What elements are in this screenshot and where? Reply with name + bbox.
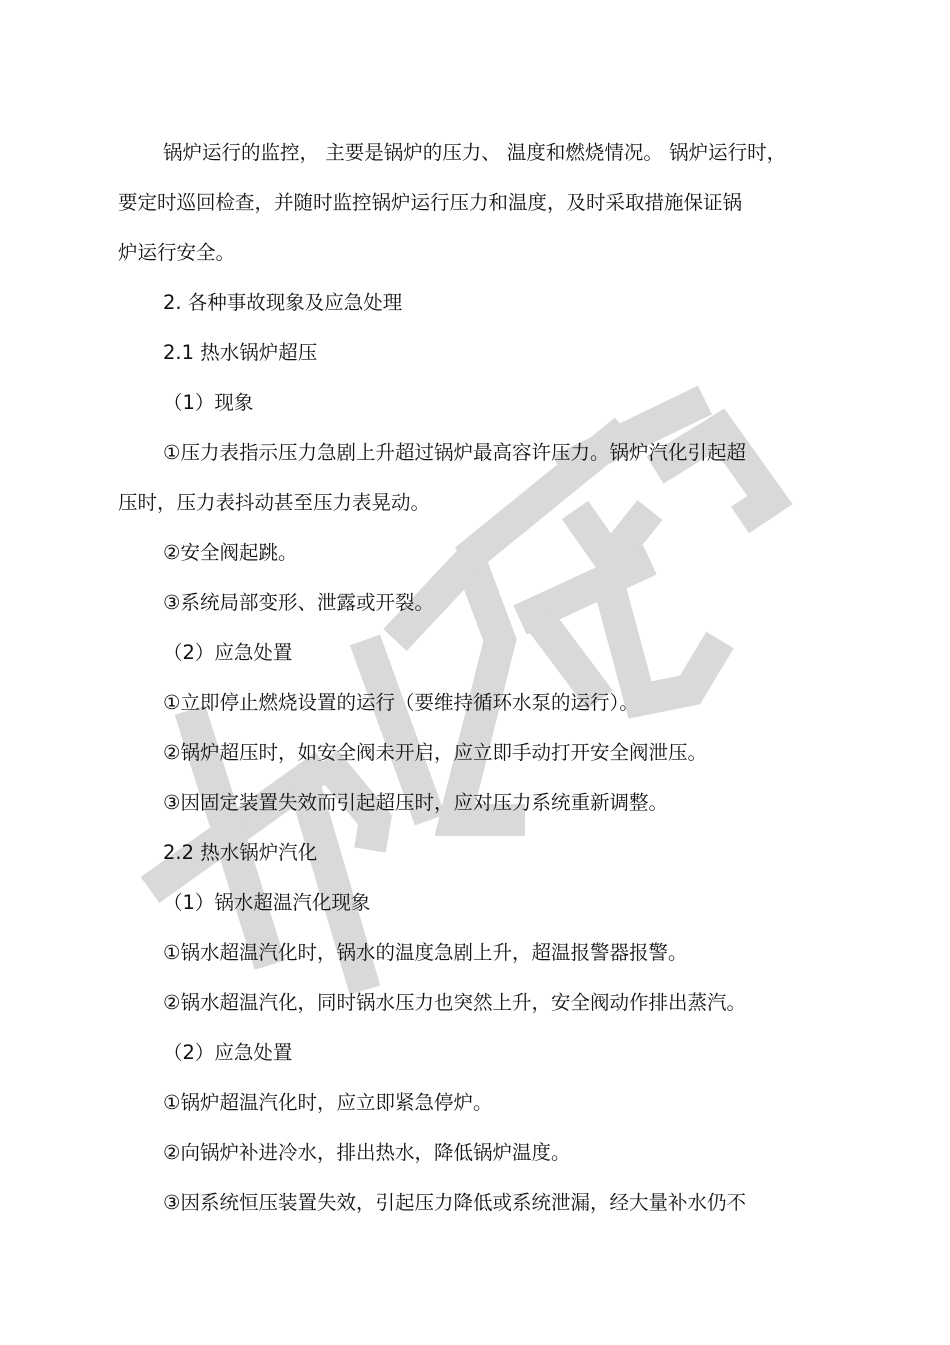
paragraph-line: ②安全阀起跳。 bbox=[163, 541, 298, 564]
paragraph-line: 锅炉运行的监控， 主要是锅炉的压力、 温度和燃烧情况。 锅炉运行时， bbox=[163, 141, 787, 164]
paragraph-line: ①立即停止燃烧设置的运行（要维持循环水泵的运行）。 bbox=[163, 691, 639, 714]
paragraph-line: 炉运行安全。 bbox=[118, 241, 236, 264]
paragraph-line: 要定时巡回检查，并随时监控锅炉运行压力和温度，及时采取措施保证锅 bbox=[118, 191, 743, 214]
item-heading: （2）应急处置 bbox=[163, 1041, 293, 1064]
subsection-heading: 2.1 热水锅炉超压 bbox=[163, 341, 318, 364]
paragraph-line: ③因系统恒压装置失效，引起压力降低或系统泄漏，经大量补水仍不 bbox=[163, 1191, 746, 1214]
paragraph-line: ①压力表指示压力急剧上升超过锅炉最高容许压力。锅炉汽化引起超 bbox=[163, 441, 746, 464]
paragraph-line: ③系统局部变形、泄露或开裂。 bbox=[163, 591, 434, 614]
paragraph-line: ②锅水超温汽化，同时锅水压力也突然上升，安全阀动作排出蒸汽。 bbox=[163, 991, 746, 1014]
paragraph-line: ②锅炉超压时，如安全阀未开启，应立即手动打开安全阀泄压。 bbox=[163, 741, 707, 764]
paragraph-line: ②向锅炉补进冷水，排出热水，降低锅炉温度。 bbox=[163, 1141, 571, 1164]
paragraph-line: 压时，压力表抖动甚至压力表晃动。 bbox=[118, 491, 431, 514]
paragraph-line: ①锅水超温汽化时，锅水的温度急剧上升，超温报警器报警。 bbox=[163, 941, 688, 964]
paragraph-line: ③因固定装置失效而引起超压时，应对压力系统重新调整。 bbox=[163, 791, 668, 814]
item-heading: （1）现象 bbox=[163, 391, 254, 414]
section-heading: 2. 各种事故现象及应急处理 bbox=[163, 291, 403, 314]
item-heading: （2）应急处置 bbox=[163, 641, 293, 664]
item-heading: （1）锅水超温汽化现象 bbox=[163, 891, 371, 914]
subsection-heading: 2.2 热水锅炉汽化 bbox=[163, 841, 318, 864]
paragraph-line: ①锅炉超温汽化时，应立即紧急停炉。 bbox=[163, 1091, 493, 1114]
